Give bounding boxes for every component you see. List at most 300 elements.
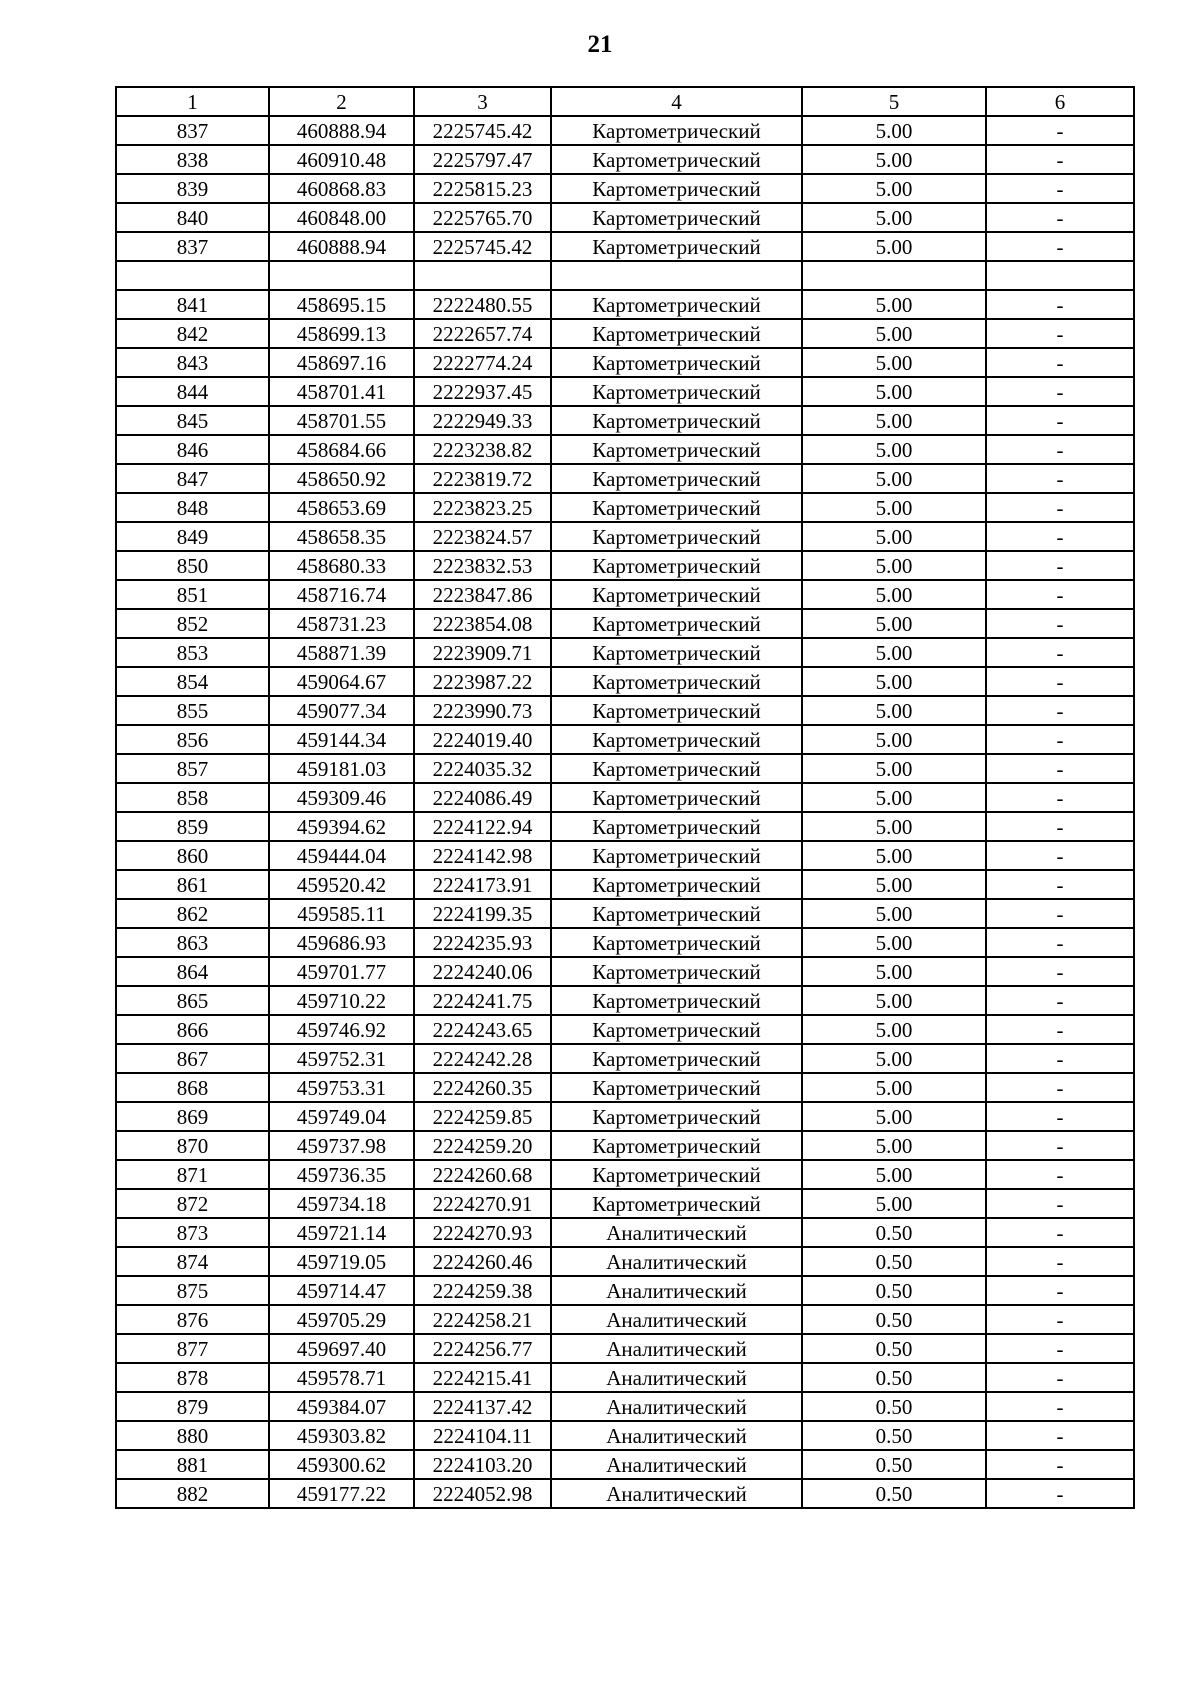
y-coordinate-cell: 2223990.73 [414, 696, 551, 725]
method-cell: Аналитический [551, 1421, 802, 1450]
x-coordinate-cell: 459734.18 [269, 1189, 414, 1218]
note-cell: - [986, 1102, 1134, 1131]
y-coordinate-cell: 2225745.42 [414, 232, 551, 261]
note-cell: - [986, 841, 1134, 870]
point-number-cell: 871 [116, 1160, 269, 1189]
table-row [116, 1044, 1134, 1073]
note-cell: - [986, 1189, 1134, 1218]
y-coordinate-cell: 2224215.41 [414, 1363, 551, 1392]
table-row [116, 232, 1134, 261]
column-header: 5 [802, 87, 986, 116]
y-coordinate-cell [414, 261, 551, 290]
y-coordinate-cell: 2224173.91 [414, 870, 551, 899]
note-cell: - [986, 754, 1134, 783]
y-coordinate-cell: 2223238.82 [414, 435, 551, 464]
method-cell: Картометрический [551, 406, 802, 435]
table-row [116, 667, 1134, 696]
y-coordinate-cell: 2223854.08 [414, 609, 551, 638]
method-cell: Картометрический [551, 435, 802, 464]
x-coordinate-cell: 460888.94 [269, 232, 414, 261]
table-row [116, 957, 1134, 986]
method-cell: Картометрический [551, 319, 802, 348]
table-row [116, 1421, 1134, 1450]
point-number-cell: 860 [116, 841, 269, 870]
x-coordinate-cell: 459746.92 [269, 1015, 414, 1044]
note-cell: - [986, 725, 1134, 754]
point-number-cell: 844 [116, 377, 269, 406]
note-cell: - [986, 812, 1134, 841]
x-coordinate-cell: 458699.13 [269, 319, 414, 348]
note-cell: - [986, 348, 1134, 377]
note-cell: - [986, 116, 1134, 145]
note-cell: - [986, 1479, 1134, 1508]
accuracy-cell: 5.00 [802, 696, 986, 725]
point-number-cell: 859 [116, 812, 269, 841]
table-row [116, 1102, 1134, 1131]
accuracy-cell: 5.00 [802, 1015, 986, 1044]
point-number-cell: 853 [116, 638, 269, 667]
point-number-cell: 854 [116, 667, 269, 696]
y-coordinate-cell: 2224270.91 [414, 1189, 551, 1218]
y-coordinate-cell: 2224260.68 [414, 1160, 551, 1189]
y-coordinate-cell: 2224270.93 [414, 1218, 551, 1247]
accuracy-cell: 5.00 [802, 203, 986, 232]
note-cell: - [986, 928, 1134, 957]
table-row [116, 145, 1134, 174]
x-coordinate-cell: 459686.93 [269, 928, 414, 957]
y-coordinate-cell: 2225765.70 [414, 203, 551, 232]
table-row [116, 609, 1134, 638]
x-coordinate-cell: 458684.66 [269, 435, 414, 464]
x-coordinate-cell: 459721.14 [269, 1218, 414, 1247]
point-number-cell: 837 [116, 232, 269, 261]
point-number-cell: 847 [116, 464, 269, 493]
point-number-cell [116, 261, 269, 290]
table-row [116, 1392, 1134, 1421]
x-coordinate-cell: 459578.71 [269, 1363, 414, 1392]
x-coordinate-cell: 459520.42 [269, 870, 414, 899]
accuracy-cell: 0.50 [802, 1479, 986, 1508]
x-coordinate-cell: 459737.98 [269, 1131, 414, 1160]
method-cell: Картометрический [551, 1044, 802, 1073]
method-cell: Картометрический [551, 725, 802, 754]
x-coordinate-cell: 459585.11 [269, 899, 414, 928]
table-row [116, 1363, 1134, 1392]
x-coordinate-cell: 459394.62 [269, 812, 414, 841]
point-number-cell: 850 [116, 551, 269, 580]
note-cell: - [986, 435, 1134, 464]
method-cell: Картометрический [551, 957, 802, 986]
note-cell: - [986, 1160, 1134, 1189]
point-number-cell: 880 [116, 1421, 269, 1450]
table-row [116, 928, 1134, 957]
method-cell: Картометрический [551, 203, 802, 232]
x-coordinate-cell: 460888.94 [269, 116, 414, 145]
method-cell: Аналитический [551, 1363, 802, 1392]
method-cell: Аналитический [551, 1450, 802, 1479]
method-cell: Аналитический [551, 1247, 802, 1276]
y-coordinate-cell: 2224103.20 [414, 1450, 551, 1479]
accuracy-cell: 5.00 [802, 899, 986, 928]
accuracy-cell: 5.00 [802, 1102, 986, 1131]
table-row [116, 870, 1134, 899]
note-cell: - [986, 145, 1134, 174]
point-number-cell: 863 [116, 928, 269, 957]
table-row [116, 812, 1134, 841]
point-number-cell: 843 [116, 348, 269, 377]
table-row [116, 522, 1134, 551]
x-coordinate-cell: 459177.22 [269, 1479, 414, 1508]
table-row [116, 783, 1134, 812]
table-row [116, 1305, 1134, 1334]
point-number-cell: 867 [116, 1044, 269, 1073]
point-number-cell: 838 [116, 145, 269, 174]
point-number-cell: 862 [116, 899, 269, 928]
y-coordinate-cell: 2224235.93 [414, 928, 551, 957]
table-row [116, 493, 1134, 522]
point-number-cell: 840 [116, 203, 269, 232]
note-cell: - [986, 319, 1134, 348]
x-coordinate-cell: 458731.23 [269, 609, 414, 638]
y-coordinate-cell: 2224052.98 [414, 1479, 551, 1508]
accuracy-cell: 5.00 [802, 319, 986, 348]
note-cell: - [986, 1334, 1134, 1363]
point-number-cell: 837 [116, 116, 269, 145]
note-cell: - [986, 783, 1134, 812]
accuracy-cell: 5.00 [802, 609, 986, 638]
method-cell: Картометрический [551, 348, 802, 377]
page-number: 21 [587, 31, 613, 58]
point-number-cell: 852 [116, 609, 269, 638]
x-coordinate-cell: 459300.62 [269, 1450, 414, 1479]
point-number-cell: 875 [116, 1276, 269, 1305]
method-cell: Аналитический [551, 1218, 802, 1247]
method-cell: Картометрический [551, 841, 802, 870]
table-row [116, 1073, 1134, 1102]
x-coordinate-cell: 459705.29 [269, 1305, 414, 1334]
table-row [116, 551, 1134, 580]
accuracy-cell: 0.50 [802, 1450, 986, 1479]
method-cell: Картометрический [551, 290, 802, 319]
x-coordinate-cell: 459181.03 [269, 754, 414, 783]
table-row [116, 1218, 1134, 1247]
y-coordinate-cell: 2224240.06 [414, 957, 551, 986]
y-coordinate-cell: 2224256.77 [414, 1334, 551, 1363]
table-row [116, 725, 1134, 754]
y-coordinate-cell: 2224241.75 [414, 986, 551, 1015]
note-cell: - [986, 551, 1134, 580]
method-cell: Картометрический [551, 551, 802, 580]
x-coordinate-cell: 458871.39 [269, 638, 414, 667]
column-header: 3 [414, 87, 551, 116]
table-row [116, 754, 1134, 783]
y-coordinate-cell: 2223823.25 [414, 493, 551, 522]
accuracy-cell: 5.00 [802, 1189, 986, 1218]
y-coordinate-cell: 2224122.94 [414, 812, 551, 841]
note-cell: - [986, 290, 1134, 319]
point-number-cell: 864 [116, 957, 269, 986]
y-coordinate-cell: 2224242.28 [414, 1044, 551, 1073]
accuracy-cell: 5.00 [802, 174, 986, 203]
method-cell: Картометрический [551, 464, 802, 493]
y-coordinate-cell: 2224137.42 [414, 1392, 551, 1421]
accuracy-cell: 5.00 [802, 638, 986, 667]
point-number-cell: 849 [116, 522, 269, 551]
x-coordinate-cell: 459303.82 [269, 1421, 414, 1450]
note-cell: - [986, 464, 1134, 493]
column-header: 2 [269, 87, 414, 116]
y-coordinate-cell: 2224260.35 [414, 1073, 551, 1102]
accuracy-cell: 5.00 [802, 812, 986, 841]
table-row [116, 464, 1134, 493]
x-coordinate-cell: 458680.33 [269, 551, 414, 580]
accuracy-cell: 5.00 [802, 406, 986, 435]
x-coordinate-cell: 459710.22 [269, 986, 414, 1015]
accuracy-cell: 5.00 [802, 551, 986, 580]
accuracy-cell: 5.00 [802, 667, 986, 696]
accuracy-cell: 5.00 [802, 464, 986, 493]
note-cell [986, 261, 1134, 290]
note-cell: - [986, 1044, 1134, 1073]
method-cell: Аналитический [551, 1479, 802, 1508]
method-cell: Картометрический [551, 754, 802, 783]
x-coordinate-cell: 458701.55 [269, 406, 414, 435]
point-number-cell: 872 [116, 1189, 269, 1218]
table-row [116, 1276, 1134, 1305]
y-coordinate-cell: 2224086.49 [414, 783, 551, 812]
x-coordinate-cell: 459064.67 [269, 667, 414, 696]
note-cell: - [986, 1421, 1134, 1450]
accuracy-cell: 5.00 [802, 116, 986, 145]
method-cell: Картометрический [551, 928, 802, 957]
accuracy-cell: 0.50 [802, 1218, 986, 1247]
accuracy-cell: 5.00 [802, 1044, 986, 1073]
x-coordinate-cell: 459714.47 [269, 1276, 414, 1305]
y-coordinate-cell: 2222949.33 [414, 406, 551, 435]
table-row [116, 435, 1134, 464]
accuracy-cell: 5.00 [802, 783, 986, 812]
note-cell: - [986, 1015, 1134, 1044]
y-coordinate-cell: 2223987.22 [414, 667, 551, 696]
x-coordinate-cell: 459719.05 [269, 1247, 414, 1276]
y-coordinate-cell: 2223832.53 [414, 551, 551, 580]
x-coordinate-cell: 459384.07 [269, 1392, 414, 1421]
point-number-cell: 877 [116, 1334, 269, 1363]
point-number-cell: 861 [116, 870, 269, 899]
note-cell: - [986, 986, 1134, 1015]
accuracy-cell: 5.00 [802, 986, 986, 1015]
table-row [116, 1131, 1134, 1160]
method-cell: Картометрический [551, 174, 802, 203]
method-cell: Картометрический [551, 870, 802, 899]
y-coordinate-cell: 2222774.24 [414, 348, 551, 377]
method-cell: Аналитический [551, 1276, 802, 1305]
accuracy-cell: 5.00 [802, 435, 986, 464]
note-cell: - [986, 203, 1134, 232]
y-coordinate-cell: 2223819.72 [414, 464, 551, 493]
method-cell: Картометрический [551, 232, 802, 261]
accuracy-cell: 5.00 [802, 290, 986, 319]
accuracy-cell: 5.00 [802, 493, 986, 522]
table-row [116, 580, 1134, 609]
point-number-cell: 842 [116, 319, 269, 348]
note-cell: - [986, 609, 1134, 638]
y-coordinate-cell: 2224104.11 [414, 1421, 551, 1450]
method-cell: Картометрический [551, 986, 802, 1015]
table-row [116, 1160, 1134, 1189]
y-coordinate-cell: 2224259.85 [414, 1102, 551, 1131]
column-header: 4 [551, 87, 802, 116]
note-cell: - [986, 1392, 1134, 1421]
note-cell: - [986, 377, 1134, 406]
y-coordinate-cell: 2224259.20 [414, 1131, 551, 1160]
accuracy-cell: 5.00 [802, 580, 986, 609]
x-coordinate-cell: 460910.48 [269, 145, 414, 174]
method-cell: Картометрический [551, 377, 802, 406]
table-row [116, 377, 1134, 406]
method-cell: Картометрический [551, 580, 802, 609]
method-cell: Аналитический [551, 1305, 802, 1334]
method-cell: Картометрический [551, 1015, 802, 1044]
note-cell: - [986, 1305, 1134, 1334]
note-cell: - [986, 1131, 1134, 1160]
accuracy-cell: 5.00 [802, 957, 986, 986]
x-coordinate-cell: 459309.46 [269, 783, 414, 812]
accuracy-cell: 5.00 [802, 928, 986, 957]
point-number-cell: 846 [116, 435, 269, 464]
table-row [116, 1450, 1134, 1479]
x-coordinate-cell: 459752.31 [269, 1044, 414, 1073]
point-number-cell: 848 [116, 493, 269, 522]
point-number-cell: 870 [116, 1131, 269, 1160]
accuracy-cell: 5.00 [802, 754, 986, 783]
point-number-cell: 858 [116, 783, 269, 812]
table-row [116, 116, 1134, 145]
note-cell: - [986, 1073, 1134, 1102]
note-cell: - [986, 667, 1134, 696]
x-coordinate-cell: 459144.34 [269, 725, 414, 754]
method-cell: Картометрический [551, 667, 802, 696]
point-number-cell: 876 [116, 1305, 269, 1334]
x-coordinate-cell: 458650.92 [269, 464, 414, 493]
x-coordinate-cell [269, 261, 414, 290]
method-cell: Картометрический [551, 1131, 802, 1160]
note-cell: - [986, 957, 1134, 986]
x-coordinate-cell: 458701.41 [269, 377, 414, 406]
column-header: 1 [116, 87, 269, 116]
y-coordinate-cell: 2223847.86 [414, 580, 551, 609]
method-cell: Картометрический [551, 1102, 802, 1131]
method-cell: Картометрический [551, 522, 802, 551]
x-coordinate-cell: 459697.40 [269, 1334, 414, 1363]
y-coordinate-cell: 2225815.23 [414, 174, 551, 203]
table-row [116, 406, 1134, 435]
accuracy-cell: 0.50 [802, 1392, 986, 1421]
x-coordinate-cell: 458716.74 [269, 580, 414, 609]
x-coordinate-cell: 459444.04 [269, 841, 414, 870]
table-row [116, 290, 1134, 319]
y-coordinate-cell: 2224199.35 [414, 899, 551, 928]
accuracy-cell: 5.00 [802, 348, 986, 377]
y-coordinate-cell: 2224243.65 [414, 1015, 551, 1044]
coordinates-table [115, 86, 1135, 1509]
point-number-cell: 841 [116, 290, 269, 319]
note-cell: - [986, 1276, 1134, 1305]
table-row [116, 1247, 1134, 1276]
method-cell: Картометрический [551, 899, 802, 928]
point-number-cell: 874 [116, 1247, 269, 1276]
method-cell: Картометрический [551, 812, 802, 841]
method-cell: Аналитический [551, 1334, 802, 1363]
accuracy-cell: 5.00 [802, 870, 986, 899]
y-coordinate-cell: 2224259.38 [414, 1276, 551, 1305]
accuracy-cell [802, 261, 986, 290]
note-cell: - [986, 174, 1134, 203]
table-row [116, 1334, 1134, 1363]
accuracy-cell: 0.50 [802, 1276, 986, 1305]
point-number-cell: 839 [116, 174, 269, 203]
table-header-row [116, 87, 1134, 116]
column-header: 6 [986, 87, 1134, 116]
method-cell: Картометрический [551, 116, 802, 145]
x-coordinate-cell: 460868.83 [269, 174, 414, 203]
point-number-cell: 851 [116, 580, 269, 609]
point-number-cell: 881 [116, 1450, 269, 1479]
x-coordinate-cell: 459736.35 [269, 1160, 414, 1189]
accuracy-cell: 0.50 [802, 1421, 986, 1450]
y-coordinate-cell: 2224260.46 [414, 1247, 551, 1276]
note-cell: - [986, 870, 1134, 899]
x-coordinate-cell: 459753.31 [269, 1073, 414, 1102]
point-number-cell: 882 [116, 1479, 269, 1508]
note-cell: - [986, 899, 1134, 928]
table-row [116, 638, 1134, 667]
method-cell: Картометрический [551, 1189, 802, 1218]
point-number-cell: 866 [116, 1015, 269, 1044]
accuracy-cell: 0.50 [802, 1334, 986, 1363]
method-cell [551, 261, 802, 290]
point-number-cell: 869 [116, 1102, 269, 1131]
table-row [116, 348, 1134, 377]
note-cell: - [986, 1247, 1134, 1276]
method-cell: Картометрический [551, 493, 802, 522]
point-number-cell: 878 [116, 1363, 269, 1392]
method-cell: Картометрический [551, 1160, 802, 1189]
note-cell: - [986, 232, 1134, 261]
accuracy-cell: 5.00 [802, 1160, 986, 1189]
x-coordinate-cell: 458658.35 [269, 522, 414, 551]
method-cell: Картометрический [551, 145, 802, 174]
y-coordinate-cell: 2225745.42 [414, 116, 551, 145]
accuracy-cell: 0.50 [802, 1305, 986, 1334]
table-body [116, 116, 1134, 1508]
table-row [116, 319, 1134, 348]
accuracy-cell: 5.00 [802, 841, 986, 870]
x-coordinate-cell: 460848.00 [269, 203, 414, 232]
accuracy-cell: 5.00 [802, 522, 986, 551]
y-coordinate-cell: 2224142.98 [414, 841, 551, 870]
table-row [116, 841, 1134, 870]
point-number-cell: 856 [116, 725, 269, 754]
point-number-cell: 855 [116, 696, 269, 725]
x-coordinate-cell: 459077.34 [269, 696, 414, 725]
y-coordinate-cell: 2225797.47 [414, 145, 551, 174]
method-cell: Картометрический [551, 783, 802, 812]
x-coordinate-cell: 458653.69 [269, 493, 414, 522]
y-coordinate-cell: 2224035.32 [414, 754, 551, 783]
accuracy-cell: 0.50 [802, 1247, 986, 1276]
accuracy-cell: 5.00 [802, 725, 986, 754]
